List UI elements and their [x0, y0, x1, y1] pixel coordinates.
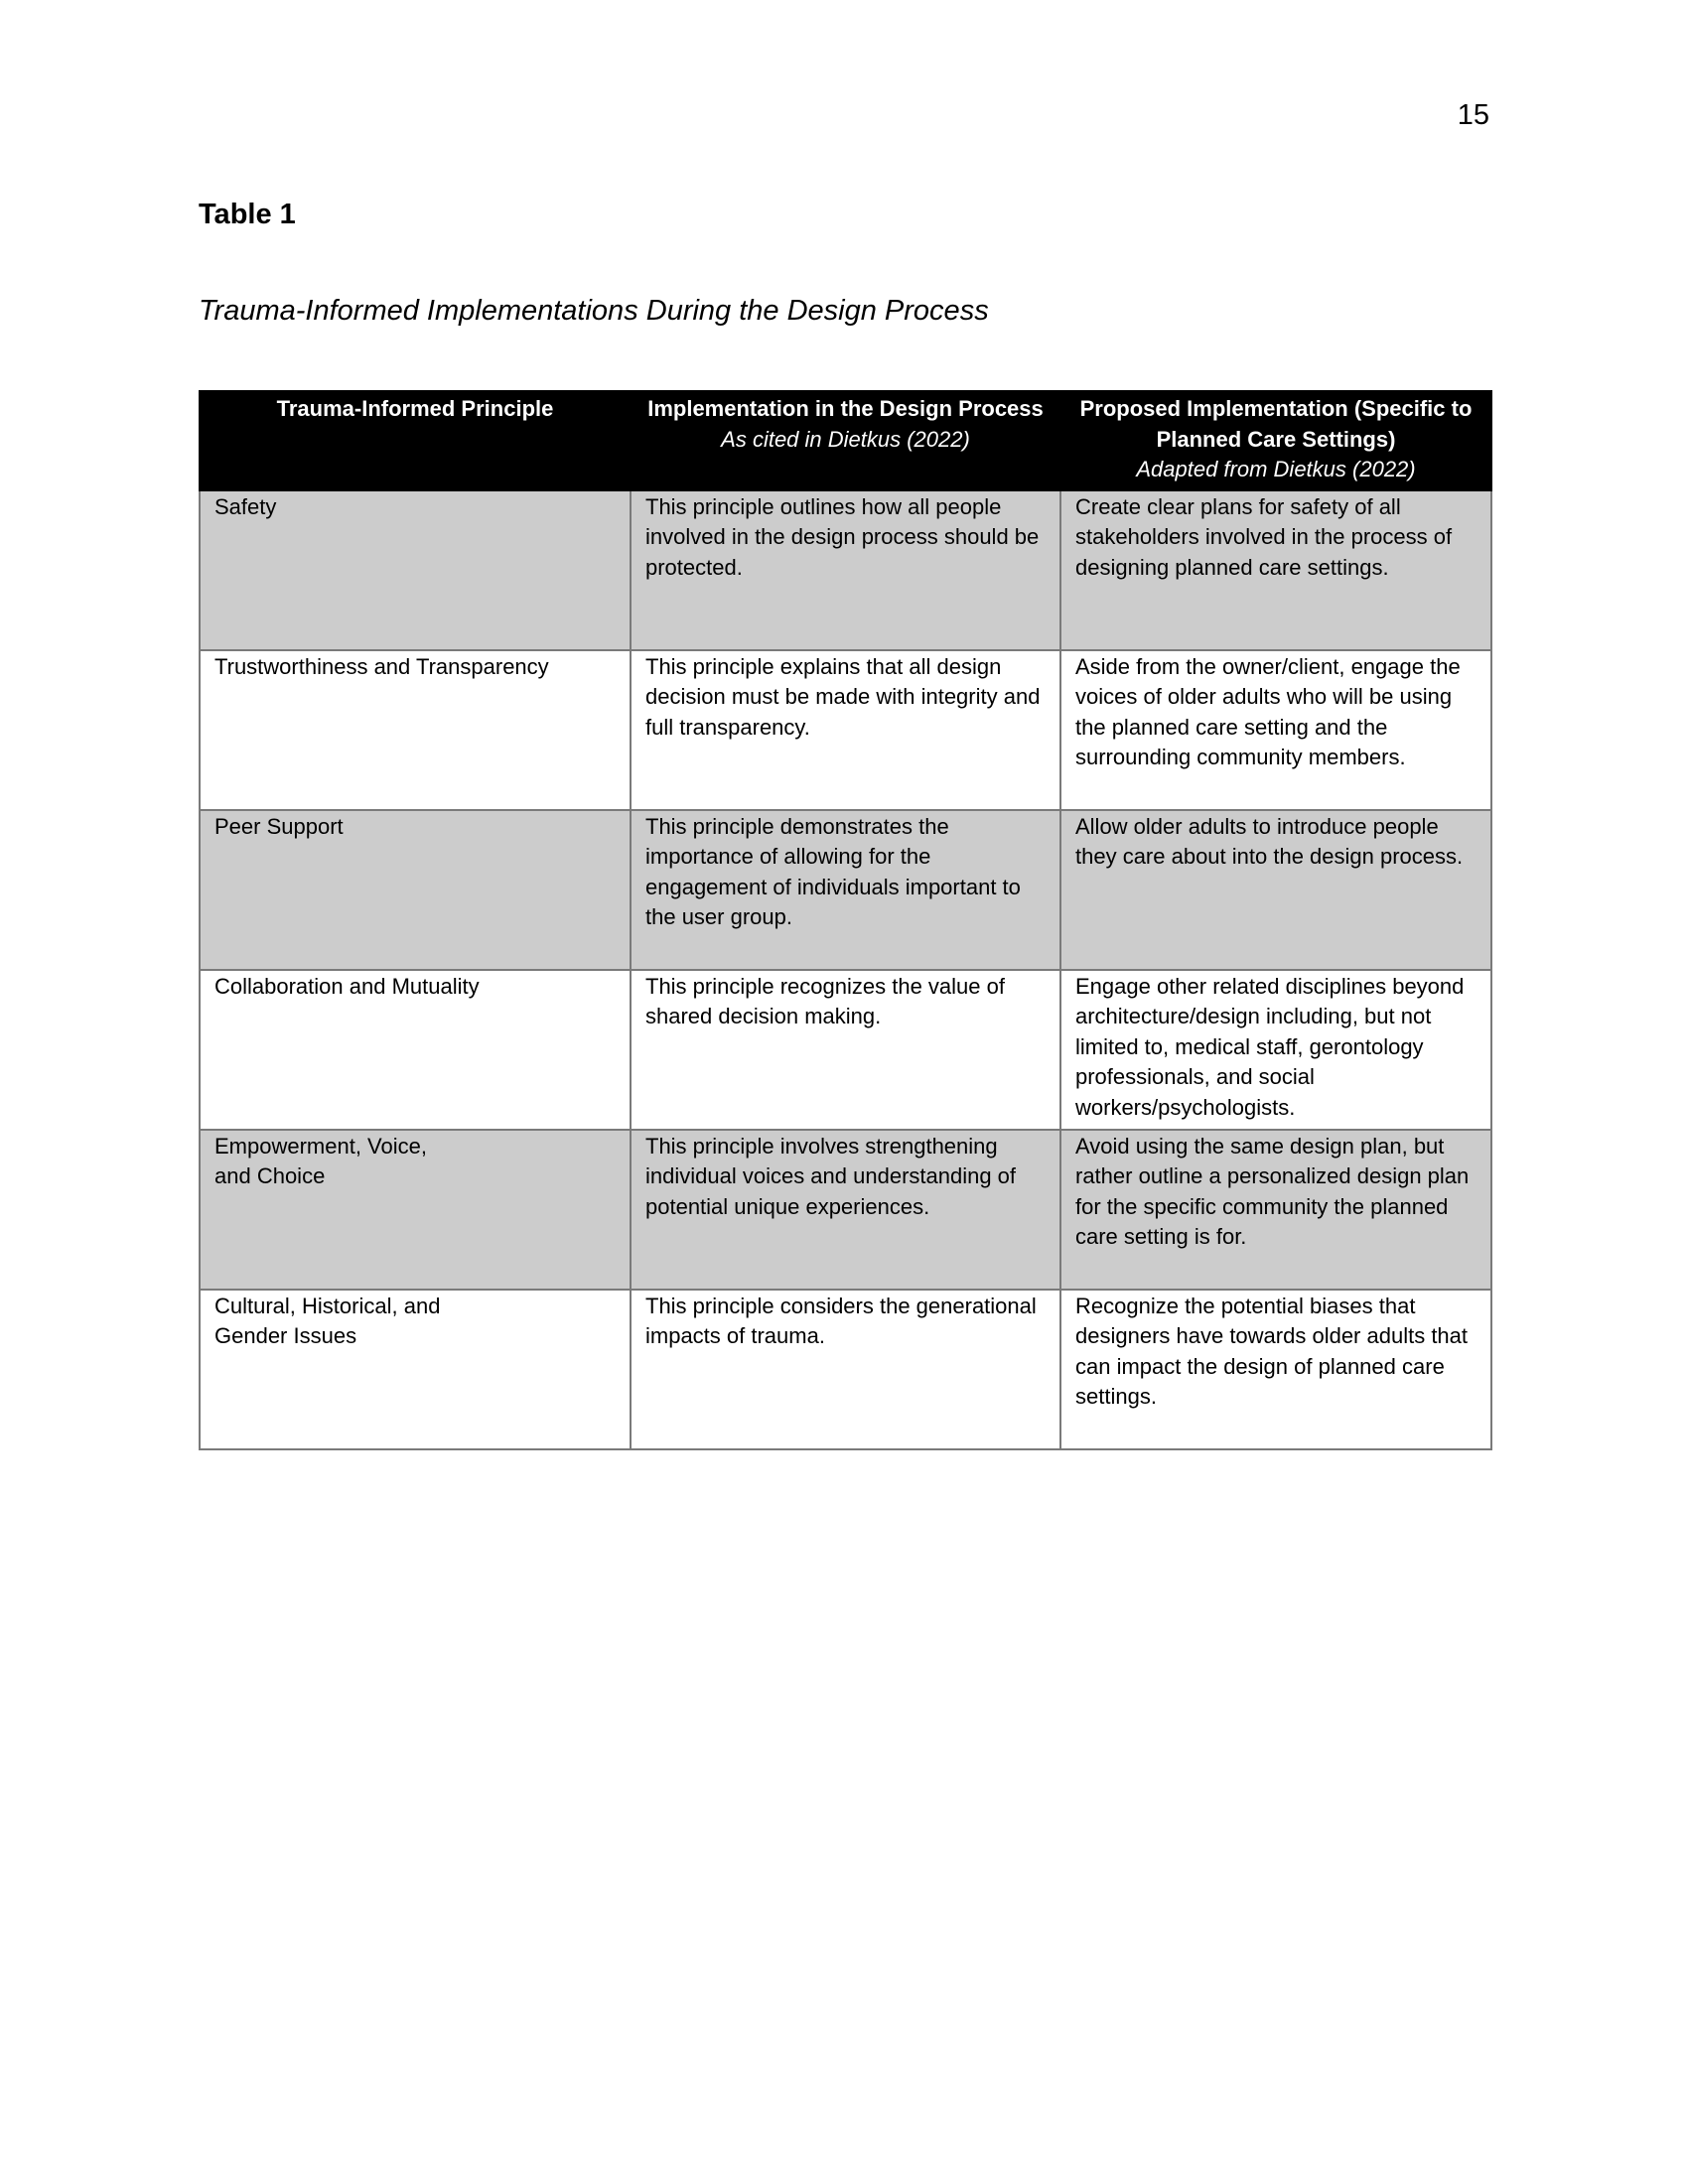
principle-text: Trustworthiness and Transparency: [214, 653, 549, 679]
implementation-cell: This principle recognizes the value of shared decision making.: [631, 970, 1060, 1130]
principle-text-line1: Empowerment, Voice,: [214, 1133, 427, 1159]
table-header: [200, 391, 1491, 490]
header-proposed: [1060, 391, 1491, 490]
principle-text-line1: Cultural, Historical, and: [214, 1293, 441, 1318]
header-row: [200, 391, 1491, 490]
proposed-cell: Engage other related disciplines beyond architecture/design including, but not limited to, medical staff, gerontology professionals, and social workers/psychologists.: [1060, 970, 1491, 1130]
principles-table: [199, 390, 1492, 1450]
principle-cell: [200, 650, 631, 810]
implementation-cell: This principle outlines how all people involved in the design process should be protected.: [631, 490, 1060, 650]
table-row: [200, 810, 1491, 970]
header-proposed-subtitle: Adapted from Dietkus (2022): [1136, 457, 1416, 481]
principle-text: Peer Support: [214, 813, 344, 839]
principle-cell: [200, 490, 631, 650]
principle-cell: [200, 810, 631, 970]
table-row: [200, 970, 1491, 1130]
proposed-cell: Recognize the potential biases that designers have towards older adults that can impact the design of planned care settings.: [1060, 1290, 1491, 1449]
header-principle: [200, 391, 631, 490]
page-number: 15: [1457, 99, 1489, 131]
header-implementation-subtitle: As cited in Dietkus (2022): [721, 426, 970, 452]
header-proposed-title-line1: Proposed Implementation (Specific to: [1079, 396, 1473, 421]
table-title: Trauma-Informed Implementations During the Design Process: [199, 295, 989, 327]
principle-cell: [200, 1290, 631, 1449]
proposed-cell: Allow older adults to introduce people they care about into the design process.: [1060, 810, 1491, 970]
proposed-cell: Create clear plans for safety of all stakeholders involved in the process of designing planned care settings.: [1060, 490, 1491, 650]
principle-text: Safety: [214, 493, 277, 519]
table-body: [200, 490, 1491, 1449]
principle-text-line2: and Choice: [214, 1163, 326, 1188]
principle-text: Collaboration and Mutuality: [214, 973, 480, 999]
header-principle-title: Trauma-Informed Principle: [276, 396, 554, 421]
implementation-cell: This principle involves strengthening individual voices and understanding of potential unique experiences.: [631, 1130, 1060, 1290]
principle-cell: [200, 1130, 631, 1290]
table-row: [200, 650, 1491, 810]
principle-cell: [200, 970, 631, 1130]
table-row: [200, 490, 1491, 650]
table-row: [200, 1290, 1491, 1449]
principle-text-line2: Gender Issues: [214, 1323, 357, 1348]
proposed-cell: Aside from the owner/client, engage the voices of older adults who will be using the planned care setting and the surrounding community members.: [1060, 650, 1491, 810]
implementation-cell: This principle demonstrates the importance of allowing for the engagement of individuals important to the user group.: [631, 810, 1060, 970]
implementation-cell: This principle considers the generational impacts of trauma.: [631, 1290, 1060, 1449]
implementation-cell: This principle explains that all design decision must be made with integrity and full transparency.: [631, 650, 1060, 810]
header-implementation-title: Implementation in the Design Process: [647, 396, 1044, 421]
table-row: [200, 1130, 1491, 1290]
proposed-cell: Avoid using the same design plan, but rather outline a personalized design plan for the specific community the planned care setting is for.: [1060, 1130, 1491, 1290]
header-proposed-title-line2: Planned Care Settings): [1156, 426, 1396, 452]
table-label: Table 1: [199, 199, 296, 230]
header-implementation: [631, 391, 1060, 490]
